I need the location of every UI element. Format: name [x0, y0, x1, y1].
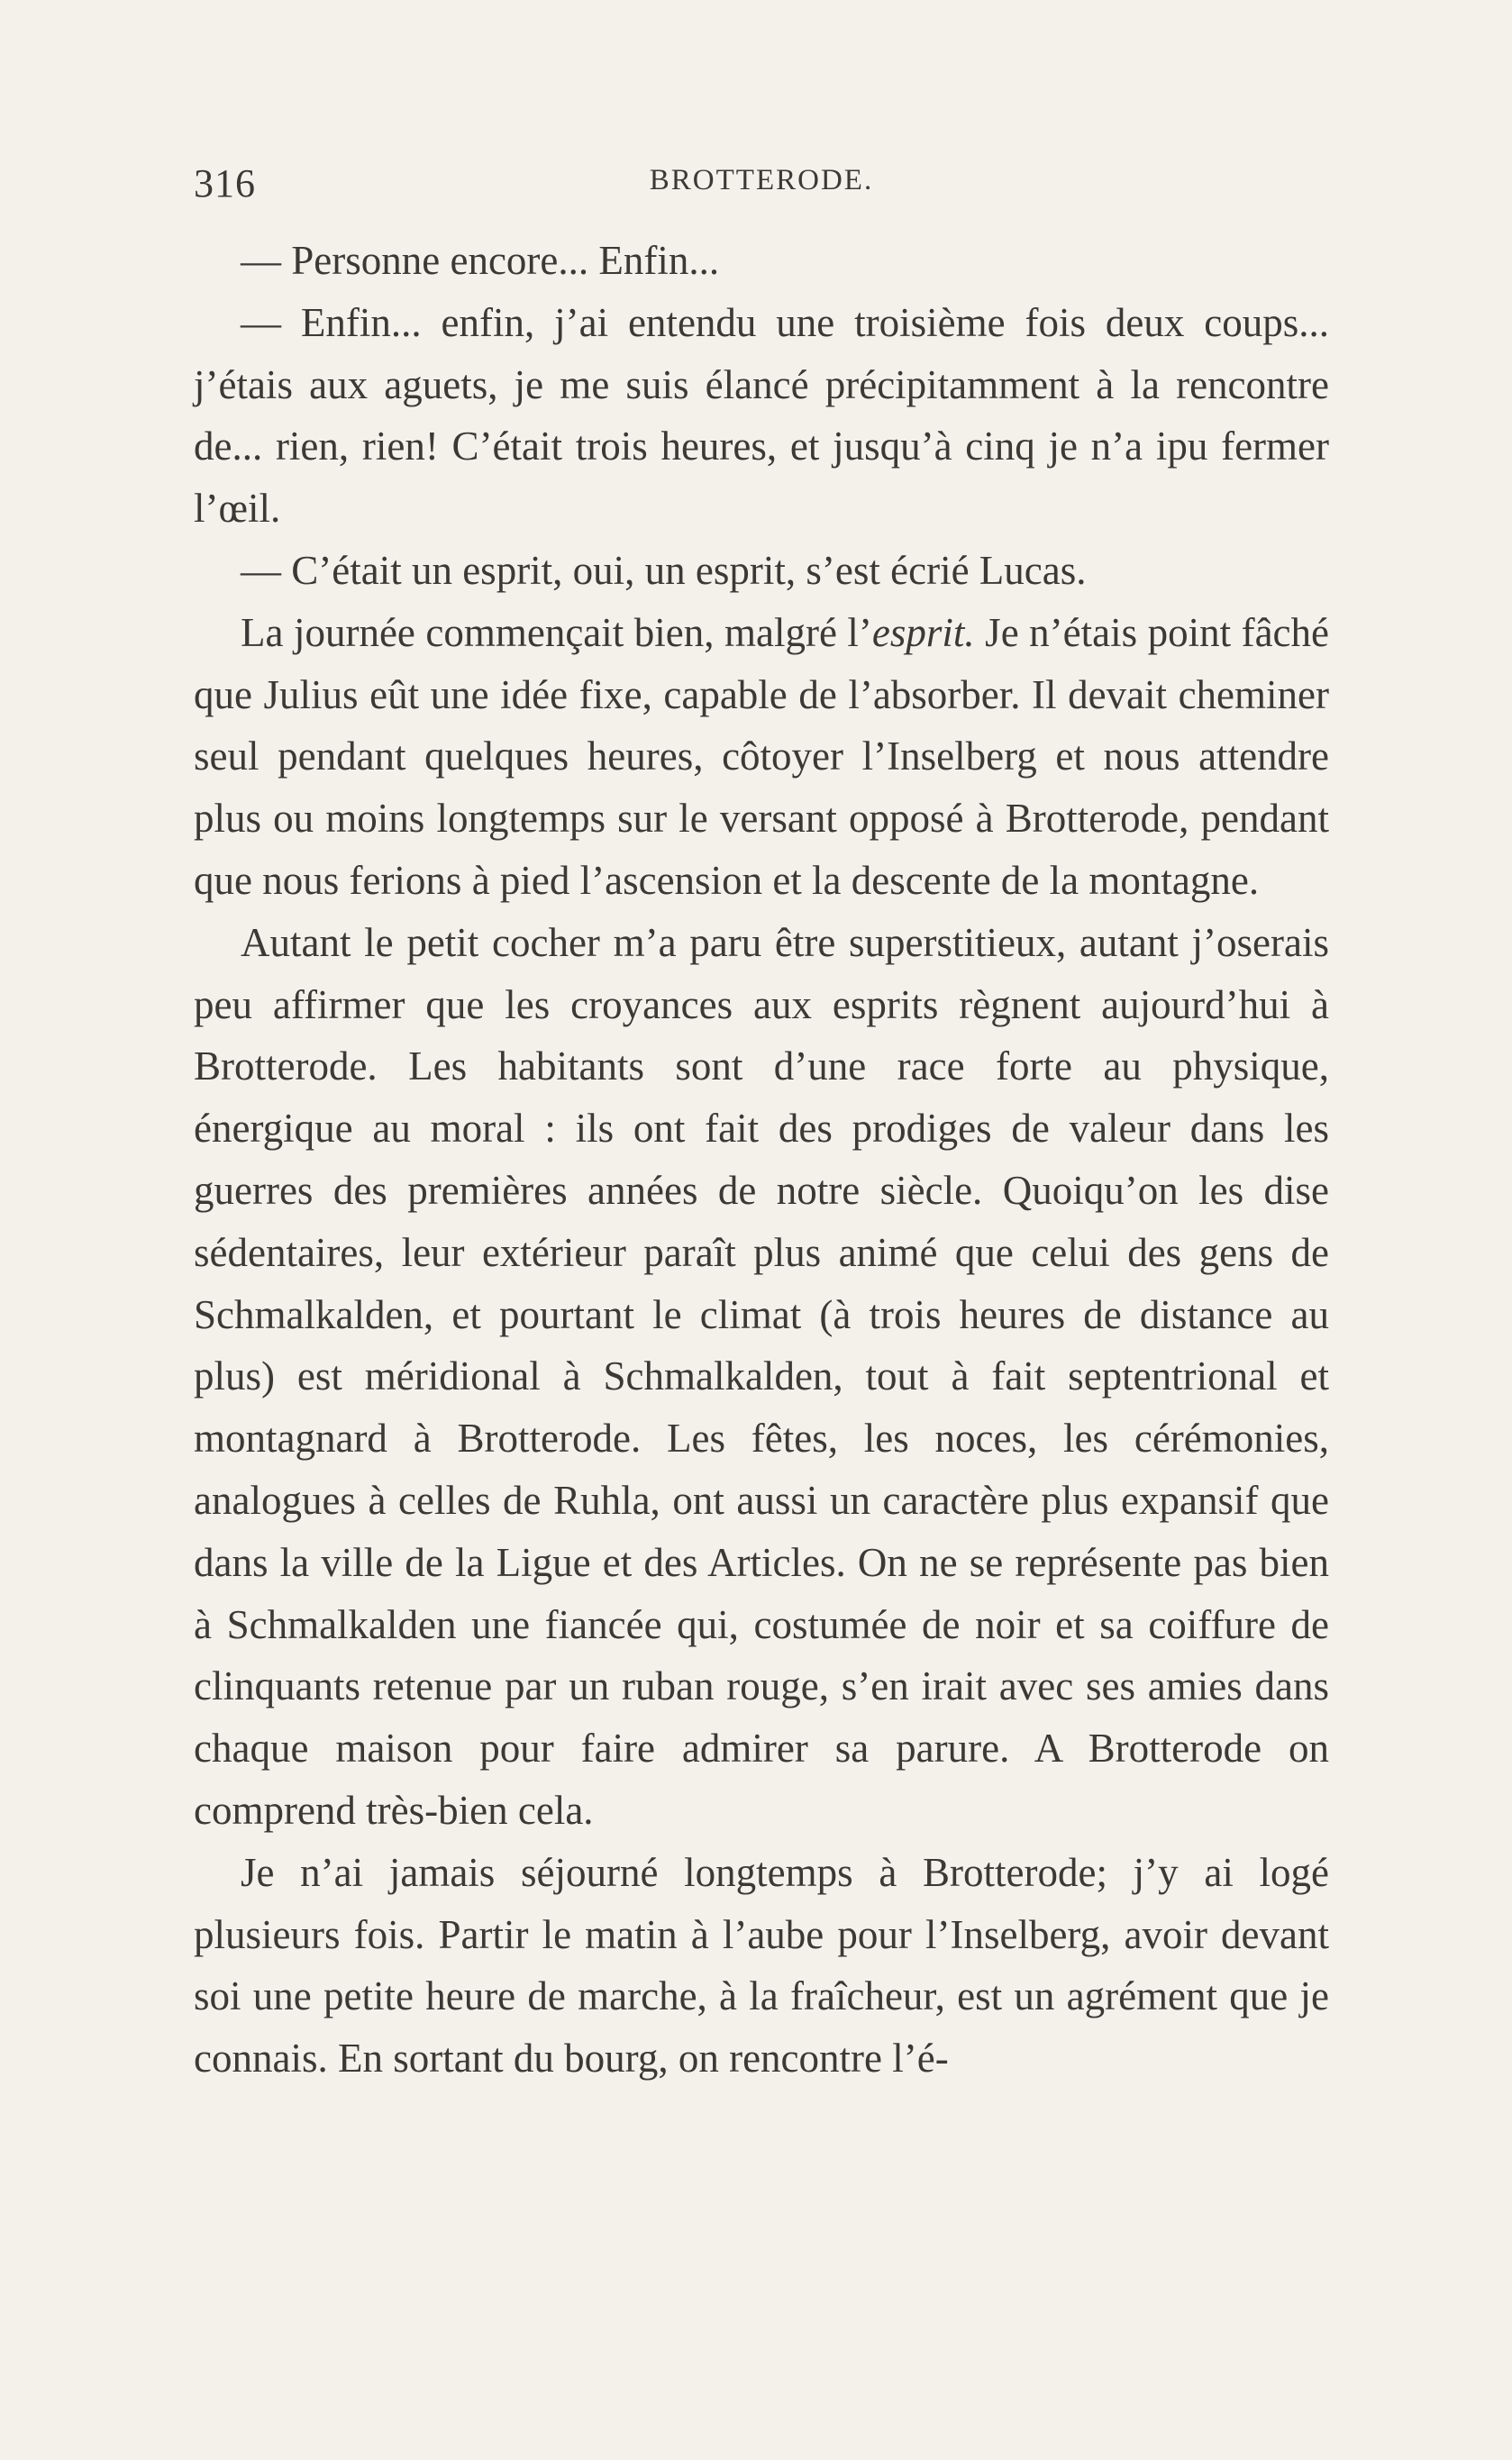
- page-header: [194, 160, 1329, 214]
- body-text: [194, 230, 1329, 2090]
- paragraph: Je n’ai jamais séjourné longtemps à Brotterode; j’y ai logé plusieurs fois. Partir le matin à l’aube pour l’Inselberg, avoir devant soi une petite heure de marche, à la fraîcheur, est un agrément que je connais. En sortant du bourg, on rencontre l’é-: [194, 1849, 1329, 2082]
- paragraph: — Personne encore... Enfin...: [241, 238, 720, 283]
- paragraph-text: La journée commençait bien, malgré l’: [241, 609, 872, 655]
- paragraph: [194, 602, 1329, 912]
- running-title: BROTTERODE.: [649, 164, 874, 196]
- paragraph-text: Je n’étais point fâché que Julius eût une idée fixe, capable de l’absorber. Il devait cheminer seul pendant quelques heures, côtoyer l’Inselberg et nous attendre plus ou moins longtemps sur le versant opposé à Brotterode, pendant que nous ferions à pied l’ascension et la descente de la montagne.: [194, 609, 1330, 903]
- page-number: 316: [194, 161, 256, 205]
- paragraph: Autant le petit cocher m’a paru être superstitieux, autant j’oserais peu affirmer que les croyances aux esprits règnent aujourd’hui à Brotterode. Les habitants sont d’une race forte au physique, énergique au moral : ils ont fait des prodiges de valeur dans les guerres des premières années de notre siècle. Quoiqu’on les dise sédentaires, leur extérieur paraît plus animé que celui des gens de Schmalkalden, et pourtant le climat (à trois heures de distance au plus) est méridional à Schmalkalden, tout à fait septentrional et montagnard à Brotterode. Les fêtes, les noces, les cérémonies, analogues à celles de Ruhla, ont aussi un caractère plus expansif que dans la ville de la Ligue et des Articles. On ne se représente pas bien à Schmalkalden une fiancée qui, costumée de noir et sa coiffure de clinquants retenue par un ruban rouge, s’en irait avec ses amies dans chaque maison pour faire admirer sa parure. A Brotterode on comprend très-bien cela.: [194, 919, 1329, 1833]
- italic-word: esprit.: [871, 609, 975, 655]
- paragraph: — Enfin... enfin, j’ai entendu une troisième fois deux coups... j’étais aux aguets, je me suis élancé précipitamment à la rencontre de... rien, rien! C’était trois heures, et jusqu’à cinq je n’a ipu fermer l’œil.: [194, 299, 1329, 532]
- paragraph: — C’était un esprit, oui, un esprit, s’est écrié Lucas.: [241, 547, 1087, 593]
